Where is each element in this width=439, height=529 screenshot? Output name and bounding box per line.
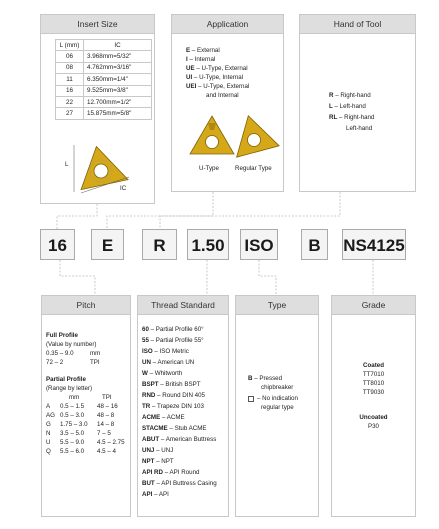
full-profile-subtitle: (Value by number)	[46, 341, 97, 348]
application-item: I – Internal	[186, 56, 216, 63]
application-item: UEI – U-Type, External	[186, 83, 250, 90]
thread-item: 60 – Partial Profile 60°	[142, 326, 204, 333]
code-segment-type: B	[301, 229, 328, 260]
partial-letter: N	[46, 430, 51, 437]
ic-cell: 9.525mm=3/8"	[84, 85, 152, 96]
thread-item: NPT – NPT	[142, 458, 174, 465]
l-cell: 27	[56, 108, 84, 119]
full-profile-unit: mm	[90, 350, 101, 357]
thread-item: BSPT – British BSPT	[142, 381, 201, 388]
code-segment-size: 16	[40, 229, 75, 260]
hand-item: RL – Right-hand	[329, 114, 375, 121]
l-cell: 11	[56, 74, 84, 85]
partial-tpi: 48 – 16	[97, 403, 118, 410]
application-title: Application	[172, 15, 283, 34]
code-segment-application: E	[91, 229, 124, 260]
pitch-title: Pitch	[42, 296, 130, 315]
type-b-item: B – Pressed	[248, 375, 283, 382]
col-l-header: L (mm)	[56, 40, 84, 51]
partial-mm: 3.5 – 5.0	[60, 430, 85, 437]
partial-tpi: 48 – 8	[97, 412, 115, 419]
partial-letter: G	[46, 421, 51, 428]
application-item: UE – U-Type, External	[186, 65, 248, 72]
partial-profile-subtitle: (Range by letter)	[46, 385, 93, 392]
code-segment-grade: NS4125	[342, 229, 406, 260]
partial-letter: A	[46, 403, 51, 410]
partial-letter: AG	[46, 412, 55, 419]
partial-mm: 5.5 – 6.0	[60, 448, 85, 455]
insert-dimension-diagram	[41, 15, 156, 205]
type-title: Type	[236, 296, 318, 315]
partial-mm: 0.5 – 3.0	[60, 412, 85, 419]
partial-head-tpi: TPI	[102, 394, 112, 401]
regular-type-insert-icon	[227, 110, 279, 157]
partial-tpi: 14 – 8	[97, 421, 115, 428]
partial-tpi: 7 – 5	[97, 430, 111, 437]
hand-item: R – Right-hand	[329, 92, 371, 99]
thread-item: API – API	[142, 491, 169, 498]
partial-mm: 0.5 – 1.5	[60, 403, 85, 410]
application-item: UI – U-Type, Internal	[186, 74, 244, 81]
full-profile-unit: TPI	[90, 359, 100, 366]
ic-cell: 6.350mm=1/4"	[84, 74, 152, 85]
l-cell: 06	[56, 51, 84, 62]
hand-item-continued: Left-hand	[346, 125, 373, 132]
partial-tpi: 4.5 – 4	[97, 448, 116, 455]
thread-item: UN – American UN	[142, 359, 195, 366]
l-cell: 08	[56, 62, 84, 73]
thread-standard-title: Thread Standard	[138, 296, 228, 315]
partial-profile-title: Partial Profile	[46, 376, 86, 383]
coated-grade: TT7010	[362, 371, 385, 378]
u-type-caption: U-Type	[199, 165, 219, 172]
application-panel	[171, 14, 284, 192]
thread-item: RND – Round DIN 405	[142, 392, 205, 399]
uncoated-grade: P30	[367, 423, 379, 430]
application-item-continued: and Internal	[206, 92, 239, 99]
partial-letter: Q	[46, 448, 51, 455]
ic-cell: 3.968mm=5/32"	[84, 51, 152, 62]
l-cell: 22	[56, 96, 84, 107]
code-segment-hand: R	[142, 229, 177, 260]
l-cell: 16	[56, 85, 84, 96]
ic-cell: 4.762mm=3/16"	[84, 62, 152, 73]
hand-of-tool-title: Hand of Tool	[300, 15, 415, 34]
type-none-item: – No indication	[257, 395, 298, 402]
code-segment-pitch: 1.50	[187, 229, 229, 260]
dimension-l-label: L	[65, 161, 69, 168]
full-profile-title: Full Profile	[46, 332, 78, 339]
insert-size-title: Insert Size	[41, 15, 154, 34]
grade-panel	[331, 295, 416, 517]
regular-type-caption: Regular Type	[235, 165, 272, 172]
thread-item: STACME – Stub ACME	[142, 425, 207, 432]
type-none-item-continued: regular type	[261, 404, 294, 411]
partial-mm: 1.75 – 3.0	[60, 421, 88, 428]
partial-mm: 5.5 – 9.0	[60, 439, 85, 446]
insert-size-panel	[40, 14, 155, 204]
ic-cell: 15.875mm=5/8"	[84, 108, 152, 119]
partial-letter: U	[46, 439, 51, 446]
pitch-panel	[41, 295, 131, 517]
full-profile-range: 0.35 – 9.0	[46, 350, 74, 357]
coated-grade: TT9030	[362, 389, 385, 396]
thread-standard-panel	[137, 295, 229, 517]
uncoated-title: Uncoated	[359, 414, 388, 421]
coated-grade: TT8010	[362, 380, 385, 387]
thread-item: TR – Trapeze DIN 103	[142, 403, 204, 410]
thread-item: UNJ – UNJ	[142, 447, 174, 454]
hand-of-tool-panel	[299, 14, 416, 192]
thread-item: ABUT – American Buttress	[142, 436, 217, 443]
coated-title: Coated	[363, 362, 384, 369]
thread-item: W – Whitworth	[142, 370, 183, 377]
thread-item: ISO – ISO Metric	[142, 348, 189, 355]
code-segment-thread-standard: ISO	[240, 229, 278, 260]
dimension-ic-label: IC	[120, 185, 127, 192]
thread-item: API RD – API Round	[142, 469, 200, 476]
grade-title: Grade	[332, 296, 415, 315]
col-ic-header: IC	[84, 40, 152, 51]
ic-cell: 12.700mm=1/2"	[84, 96, 152, 107]
type-b-item-continued: chipbreaker	[261, 384, 294, 391]
full-profile-range: 72 – 2	[46, 359, 64, 366]
hand-item: L – Left-hand	[329, 103, 366, 110]
thread-item: BUT – API Buttress Casing	[142, 480, 217, 487]
application-item: E – External	[186, 47, 220, 54]
u-type-insert-icon	[190, 116, 234, 154]
type-panel	[235, 295, 319, 517]
partial-tpi: 4.5 – 2.75	[97, 439, 125, 446]
thread-item: ACME – ACME	[142, 414, 185, 421]
empty-box-icon	[248, 396, 254, 402]
partial-head-mm: mm	[69, 394, 80, 401]
thread-item: 55 – Partial Profile 55°	[142, 337, 204, 344]
